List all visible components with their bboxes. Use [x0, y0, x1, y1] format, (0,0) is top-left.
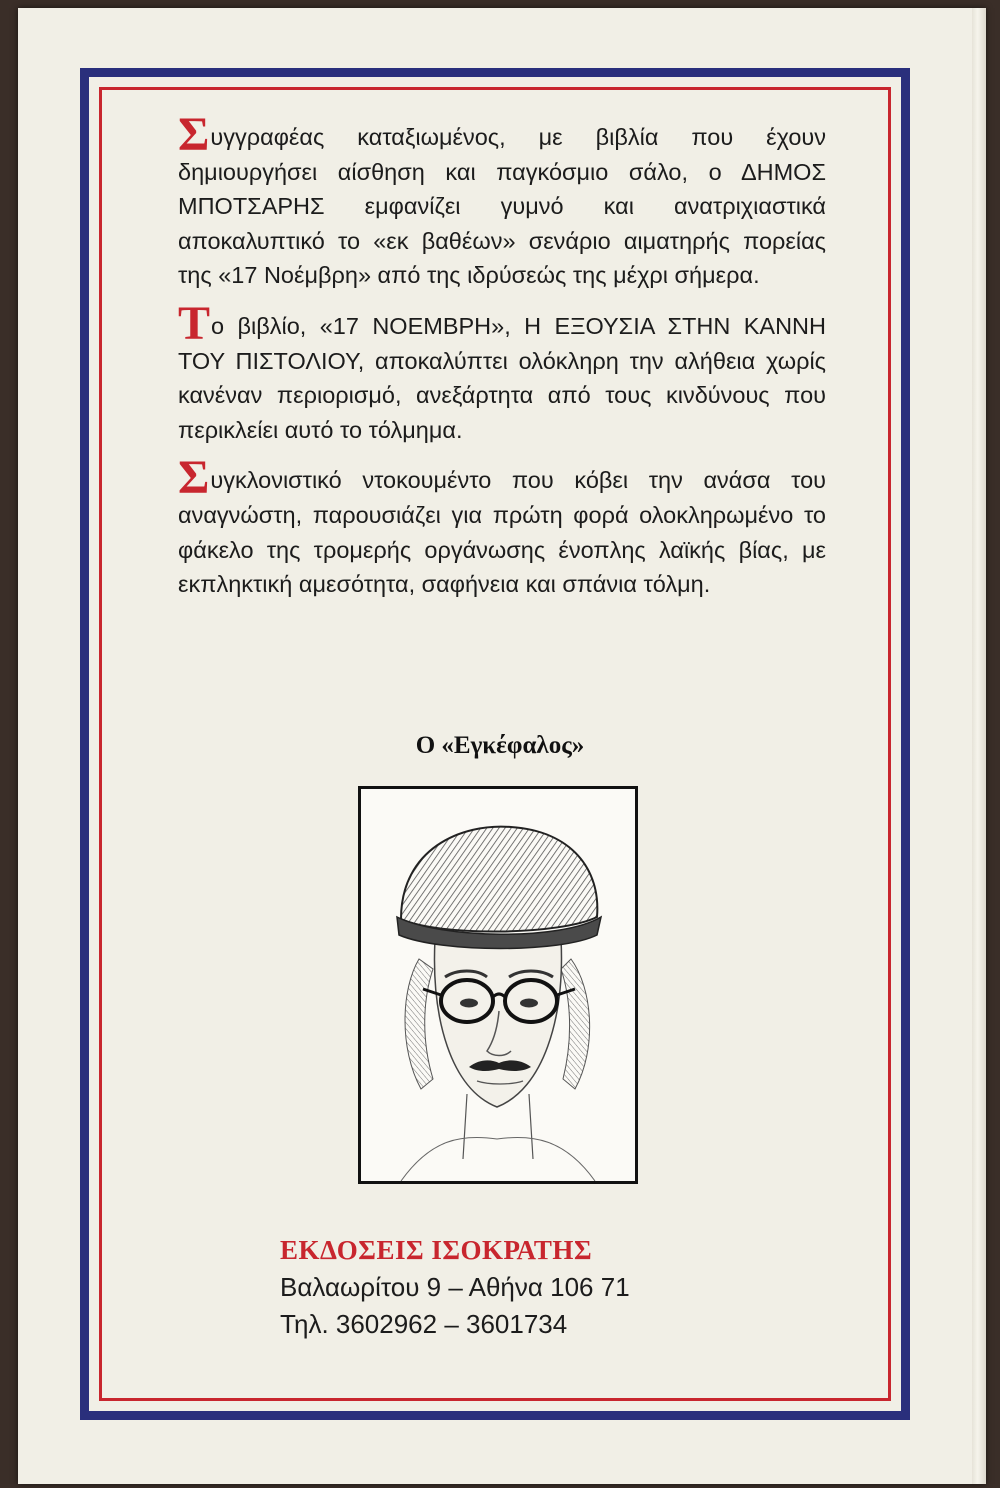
publisher-info	[280, 1232, 630, 1343]
drop-cap: Τ	[178, 296, 211, 350]
blurb-paragraph-1	[178, 108, 826, 293]
publisher-name: ΕΚΔΟΣΕΙΣ ΙΣΟΚΡΑΤΗΣ	[280, 1235, 593, 1265]
publisher-address: Βαλαωρίτου 9 – Αθήνα 106 71	[280, 1272, 630, 1302]
blurb-text	[178, 108, 826, 618]
publisher-phone: Τηλ. 3602962 – 3601734	[280, 1309, 568, 1339]
blurb-paragraph-3	[178, 451, 826, 601]
paragraph-text: ο βιβλίο, «17 ΝΟΕΜΒΡΗ», Η ΕΞΟΥΣΙΑ ΣΤΗΝ ΚΑΝΝΗ ΤΟΥ ΠΙΣΤΟΛΙΟΥ, αποκαλύπτει ολόκληρη την αλήθεια χωρίς κανέναν περιορισμό, ανεξάρτητα από τους κινδύνους που περικλείει αυτό το τόλμημα.	[178, 312, 826, 443]
portrait-caption: Ο «Εγκέφαλος»	[415, 732, 585, 759]
paragraph-text: υγκλονιστικό ντοκουμέντο που κόβει την ανάσα του αναγνώστη, παρουσιάζει για πρώτη φορά ολοκληρωμένο το φάκελο της τρομερής οργάνωσης ένοπλης λαϊκής βίας, με εκπληκτική αμεσότητα, σαφήνεια και σπάνια τόλμη.	[178, 467, 826, 598]
sketch-drawing	[361, 789, 635, 1181]
suspect-sketch-portrait	[358, 786, 638, 1184]
drop-cap: Σ	[178, 108, 210, 161]
drop-cap: Σ	[178, 451, 210, 505]
blurb-paragraph-2	[178, 296, 826, 447]
paragraph-text: υγγραφέας καταξιωμένος, με βιβλία που έχουν δημιουργήσει αίσθηση και παγκόσμιο σάλο, ο ΔΗΜΟΣ ΜΠΟΤΣΑΡΗΣ εμφανίζει γυμνό και ανατριχιαστικά αποκαλυπτικό το «εκ βαθέων» σενάριο αιματηρής πορείας της «17 Νοέμβρη» από της ιδρύσεώς της μέχρι σήμερα.	[178, 124, 826, 289]
